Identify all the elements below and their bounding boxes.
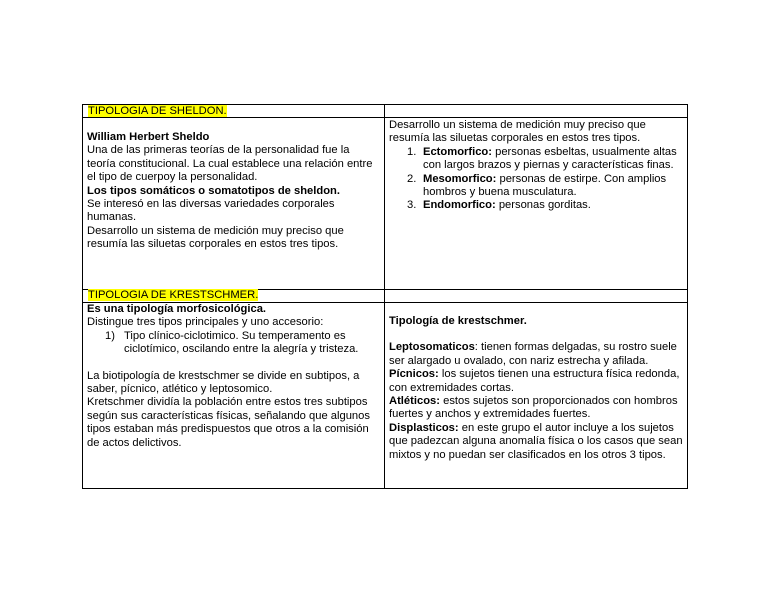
sheldon-left-cell: [87, 131, 377, 252]
sheldon-types-list: [389, 146, 685, 213]
sheldon-right-cell: [389, 119, 685, 213]
krestschmer-bio: La biotipología de krestschmer se divide en subtipos, a saber, pícnico, atlético y leptosomico.: [87, 369, 360, 396]
subtype-item: Pícnicos: los sujetos tienen una estructura física redonda, con extremidades cortas.: [389, 368, 680, 394]
krestschmer-list: [87, 330, 379, 357]
list-item: 2. Mesomorfico: personas de estirpe. Con amplios hombros y buena musculatura.: [407, 172, 667, 199]
krestschmer-header: TIPOLOGIA DE KRESTSCHMER.: [88, 289, 259, 301]
krestschmer-header-cell: [88, 289, 378, 302]
krestschmer-division: Kretschmer dividía la población entre estos tres subtipos según sus características físicas, señalando que algunos tipos estaban más predispuestos que otros a la comisión de actos delictivos.: [87, 396, 370, 449]
krestschmer-right-cell: [389, 315, 685, 462]
subtype-item: Leptosomaticos: tienen formas delgadas, su rostro suele ser alargado u ovalado, con nariz estrecha y afilada.: [389, 341, 677, 367]
typology-table: [82, 104, 688, 489]
list-item: 1) Tipo clínico-ciclotimico. Su temperamento es ciclotímico, oscilando entre la alegría y tristeza.: [105, 329, 359, 356]
column-divider: [384, 105, 385, 488]
krestschmer-subtitle: Es una tipología morfosicológica.: [87, 303, 267, 315]
sheldon-header-cell: [88, 105, 378, 118]
krestschmer-distinguish: Distingue tres tipos principales y uno accesorio:: [87, 316, 324, 329]
sheldon-right-intro: Desarrollo un sistema de medición muy preciso que resumía las siluetas corporales en estos tres tipos.: [389, 119, 646, 145]
list-item: 3. Endomorfico: personas gorditas.: [407, 199, 591, 212]
subtype-item: Atléticos: estos sujetos son proporcionados con hombros fuertes y anchos y extremidades fuertes.: [389, 395, 678, 421]
sheldon-interest: Se interesó en las diversas variedades corporales humanas.: [87, 198, 335, 224]
krestschmer-left-cell: [87, 303, 379, 450]
sheldon-header: TIPOLOGIA DE SHELDON.: [88, 105, 227, 117]
list-item: 1. Ectomorfico: personas esbeltas, usualmente altas con largos brazos y piernas y características finas.: [407, 145, 677, 172]
sheldon-somatotypes-title: Los tipos somáticos o somatotipos de sheldon.: [87, 184, 340, 197]
sheldon-author: William Herbert Sheldo: [87, 131, 210, 143]
subtype-item: Displasticos: en este grupo el autor incluye a los sujetos que padezcan alguna anomalía física o los casos que sean mixtos y no puedan ser clasificados en los otros 3 tipos.: [389, 421, 683, 461]
sheldon-system: Desarrollo un sistema de medición muy preciso que resumía las siluetas corporales en estos tres tipos.: [87, 224, 344, 251]
krestschmer-right-title: Tipología de krestschmer.: [389, 315, 527, 327]
sheldon-intro: Una de las primeras teorías de la personalidad fue la teoría constitucional. La cual establece una relación entre el tipo de cuerpoy la personalidad.: [87, 144, 373, 184]
